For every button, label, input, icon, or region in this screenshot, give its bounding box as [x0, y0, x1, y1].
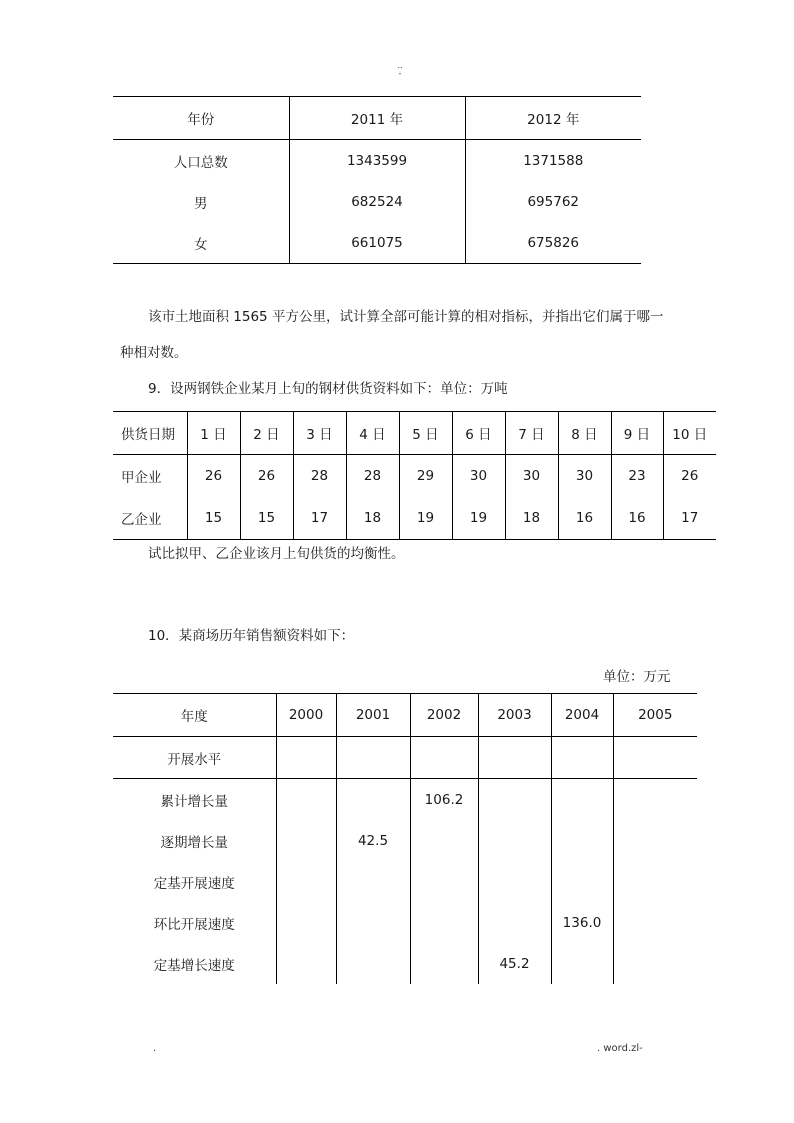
table-cell: 18: [346, 497, 399, 540]
table-header-row: [113, 412, 716, 455]
row-label: 乙企业: [121, 512, 162, 528]
table-row: [113, 140, 641, 182]
row-label: 女: [194, 236, 208, 253]
table-cell: [410, 943, 478, 984]
sales-table: [113, 693, 697, 984]
row-label: 定基增长速度: [153, 957, 235, 974]
table-cell: 26: [187, 455, 240, 498]
row-label: 定基开展速度: [153, 875, 235, 892]
table-cell: [478, 861, 551, 902]
table-row: [113, 902, 697, 943]
table-cell: 695762: [465, 181, 641, 222]
unit-label: 单位：万元: [603, 669, 671, 685]
table-cell: [336, 943, 410, 984]
header-mark: [394, 62, 406, 78]
header-cell: 7 日: [505, 412, 558, 455]
paragraph-line: 种相对数。: [120, 345, 188, 361]
table-cell: [410, 902, 478, 943]
table-cell: 29: [399, 455, 452, 498]
table-cell: 45.2: [478, 943, 551, 984]
table-cell: 28: [346, 455, 399, 498]
header-cell: 6 日: [452, 412, 505, 455]
table-cell: 682524: [289, 181, 465, 222]
table-row: [113, 737, 697, 779]
header-cell: 年度: [113, 694, 276, 737]
question-10-title: 10．某商场历年销售额资料如下：: [148, 628, 355, 644]
table-cell: [551, 943, 613, 984]
header-cell: 3 日: [293, 412, 346, 455]
header-cell: 2005: [613, 694, 697, 737]
table-row: [113, 861, 697, 902]
header-cell: 9 日: [611, 412, 663, 455]
row-label: 开展水平: [113, 737, 276, 779]
header-cell: 2000: [276, 694, 336, 737]
table-cell: 18: [505, 497, 558, 540]
header-cell: 供货日期: [113, 412, 187, 455]
header-cell: 1 日: [187, 412, 240, 455]
header-cell: 2002: [410, 694, 478, 737]
table-header-row: [113, 97, 641, 140]
population-table: [113, 96, 641, 264]
header-cell: 5 日: [399, 412, 452, 455]
table-cell: 16: [611, 497, 663, 540]
table-cell: [551, 737, 613, 779]
table-cell: [478, 902, 551, 943]
table-cell: [613, 820, 697, 861]
table-cell: 1371588: [465, 140, 641, 182]
row-label: 逐期增长量: [160, 834, 228, 851]
table-cell: 30: [452, 455, 505, 498]
table-cell: [551, 820, 613, 861]
table-cell: 26: [663, 455, 716, 498]
table-cell: [613, 779, 697, 821]
table-cell: [478, 820, 551, 861]
question-9-title: 9．设两钢铁企业某月上旬的钢材供货资料如下：单位：万吨: [148, 381, 508, 397]
header-cell: 8 日: [558, 412, 611, 455]
table-cell: [410, 820, 478, 861]
table-row: [113, 820, 697, 861]
header-cell: 10 日: [663, 412, 716, 455]
table-cell: [410, 737, 478, 779]
table-cell: [336, 902, 410, 943]
table-cell: 26: [240, 455, 293, 498]
steel-supply-table: [113, 411, 716, 540]
table-cell: 15: [240, 497, 293, 540]
table-cell: [478, 737, 551, 779]
table-cell: [613, 861, 697, 902]
header-cell: 2012 年: [465, 97, 641, 140]
table-cell: [478, 779, 551, 821]
table-cell: 30: [505, 455, 558, 498]
footer-left: .: [153, 1043, 157, 1054]
table-cell: [276, 902, 336, 943]
header-cell: 2003: [478, 694, 551, 737]
row-label: 男: [194, 195, 208, 212]
table-row: [113, 222, 641, 264]
header-cell: 年份: [113, 97, 289, 140]
table-row: [113, 181, 641, 222]
table-row: [113, 943, 697, 984]
header-mark-dash: -: [398, 69, 402, 78]
header-mark-dots: ..: [397, 61, 403, 70]
table-cell: 106.2: [410, 779, 478, 821]
table-cell: 15: [187, 497, 240, 540]
table-cell: 19: [399, 497, 452, 540]
header-cell: 2011 年: [289, 97, 465, 140]
table-cell: 23: [611, 455, 663, 498]
row-label: 环比开展速度: [153, 916, 235, 933]
table-cell: [336, 779, 410, 821]
table-row: [113, 779, 697, 821]
table-cell: [276, 737, 336, 779]
table-cell: 675826: [465, 222, 641, 264]
table-cell: [551, 861, 613, 902]
table-header-row: [113, 694, 697, 737]
header-cell: 4 日: [346, 412, 399, 455]
header-cell: 2004: [551, 694, 613, 737]
table-cell: 19: [452, 497, 505, 540]
table-cell: 16: [558, 497, 611, 540]
table-cell: [336, 737, 410, 779]
table-cell: 136.0: [551, 902, 613, 943]
table-cell: 17: [663, 497, 716, 540]
table-cell: [410, 861, 478, 902]
table-cell: 28: [293, 455, 346, 498]
table-cell: [276, 943, 336, 984]
table-row: [113, 497, 716, 540]
table-cell: [551, 779, 613, 821]
question-9-text: 试比拟甲、乙企业该月上旬供货的均衡性。: [148, 546, 405, 562]
table-cell: 661075: [289, 222, 465, 264]
table-cell: 1343599: [289, 140, 465, 182]
table-cell: 42.5: [336, 820, 410, 861]
row-label: 人口总数: [173, 154, 228, 171]
row-label: 累计增长量: [160, 793, 228, 810]
paragraph-line: 该市土地面积 1565 平方公里，试计算全部可能计算的相对指标，并指出它们属于哪一: [148, 309, 664, 325]
row-label: 甲企业: [121, 470, 162, 486]
table-cell: [276, 820, 336, 861]
table-cell: [613, 943, 697, 984]
footer-right: . word.zl-: [597, 1043, 643, 1054]
table-cell: 30: [558, 455, 611, 498]
table-cell: [613, 902, 697, 943]
table-cell: 17: [293, 497, 346, 540]
table-cell: [276, 779, 336, 821]
table-cell: [336, 861, 410, 902]
table-row: [113, 455, 716, 498]
header-cell: 2001: [336, 694, 410, 737]
table-cell: [276, 861, 336, 902]
table-cell: [613, 737, 697, 779]
header-cell: 2 日: [240, 412, 293, 455]
